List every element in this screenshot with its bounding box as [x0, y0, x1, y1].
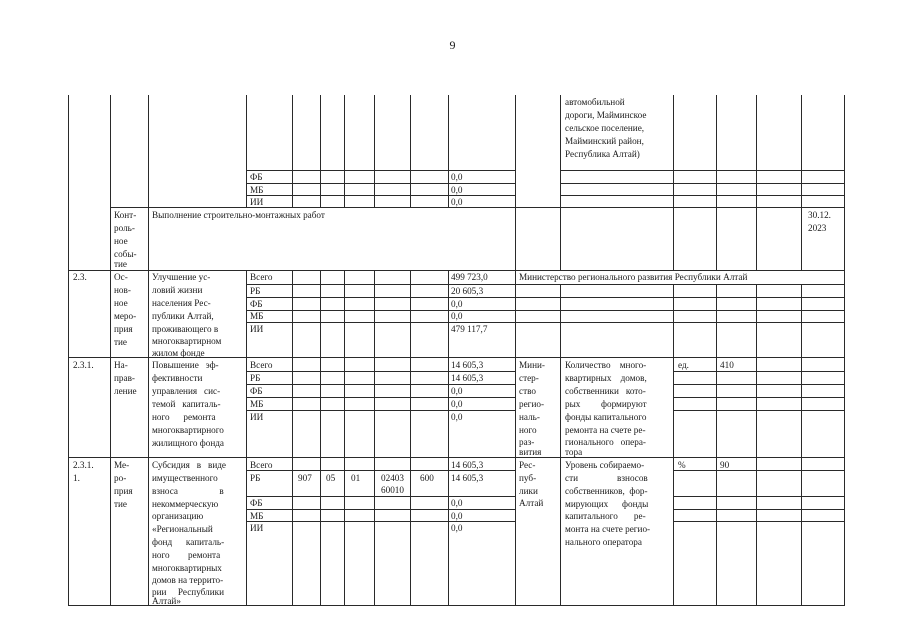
col-line	[292, 270, 293, 606]
row1-line	[246, 195, 515, 196]
event-type-line: ное	[114, 236, 128, 246]
col-line	[292, 95, 293, 207]
col-line	[716, 95, 717, 270]
col-line	[560, 284, 561, 606]
code-pr: 01	[351, 473, 361, 483]
row-name-line: проживающего в	[152, 324, 219, 334]
row-name-line: ного ремонта	[152, 550, 221, 560]
funding-source: МБ	[250, 185, 264, 195]
row-name-line: населения Рес-	[152, 298, 211, 308]
funding-source: МБ	[250, 311, 264, 321]
col-line	[410, 270, 411, 606]
funding-amount: 14 605,3	[451, 460, 484, 470]
col-line	[246, 270, 247, 606]
row-name-line: Субсидия в виде	[152, 460, 226, 470]
col-line	[801, 284, 802, 606]
indicator-line: Республика Алтай)	[565, 149, 640, 159]
page-number: 9	[449, 38, 456, 52]
col-line	[515, 95, 516, 606]
col-line	[560, 95, 561, 270]
row-name-line: управления сис-	[152, 386, 221, 396]
responsible-line: ство	[519, 386, 536, 396]
row-name-line: домов на террито-	[152, 575, 224, 585]
funding-amount: 499 723,0	[451, 272, 488, 282]
funding-amount: 479 117,7	[451, 324, 488, 334]
indicator-unit: %	[678, 460, 686, 470]
responsible-line: пуб-	[519, 473, 537, 483]
indicator-line: квартирных домов,	[565, 373, 647, 383]
funding-amount: 0,0	[451, 185, 463, 195]
row2311-line	[673, 509, 845, 510]
col-line	[148, 95, 149, 606]
funding-source: ИИ	[250, 523, 264, 533]
col-line	[246, 95, 247, 207]
col-line	[673, 284, 674, 606]
indicator-line: Количество много-	[565, 360, 647, 370]
responsible-executor: Министерство регионального развития Республики Алтай	[519, 272, 748, 282]
indicator-line: рых формируют	[565, 399, 647, 409]
row-type-line: прия	[114, 486, 133, 496]
row-number-line: 2.3.1.	[73, 460, 94, 470]
indicator-line: капитального ре-	[565, 511, 646, 521]
row1-line	[246, 183, 515, 184]
col-border-left	[68, 95, 69, 606]
funding-source: РБ	[250, 286, 261, 296]
funding-source: РБ	[250, 373, 261, 383]
indicator-line: сельское поселение,	[565, 123, 645, 133]
row-number-line: 1.	[73, 473, 80, 483]
row-name-line: Улучшение ус-	[152, 272, 211, 282]
responsible-line: вития	[519, 447, 542, 457]
row-name-line: жилищного фонда	[152, 438, 224, 448]
funding-source: РБ	[250, 473, 261, 483]
row-type-line: ление	[114, 386, 137, 396]
funding-amount: 14 605,3	[451, 473, 484, 483]
funding-amount: 0,0	[451, 523, 463, 533]
indicator-value: 90	[720, 460, 730, 470]
row1-line	[560, 195, 845, 196]
funding-amount: 20 605,3	[451, 286, 484, 296]
row-type-line: прия	[114, 324, 133, 334]
event-name: Выполнение строительно-монтажных работ	[152, 210, 325, 220]
col-line	[448, 95, 449, 207]
row231-line	[246, 397, 515, 398]
row-name-line: рии Республики	[152, 587, 225, 597]
funding-amount: 0,0	[451, 197, 463, 207]
funding-source: ИИ	[250, 412, 264, 422]
col-line	[448, 270, 449, 606]
col-line	[410, 95, 411, 207]
code-rz: 05	[326, 473, 336, 483]
col-line	[344, 270, 345, 606]
row-name-line: имущественного	[152, 473, 218, 483]
funding-amount: 14 605,3	[451, 373, 484, 383]
row-name-line: фективности	[152, 373, 203, 383]
responsible-line: Алтай	[519, 498, 544, 508]
row231-line	[673, 384, 845, 385]
row-boundary	[68, 457, 845, 458]
row-number: 2.3.	[73, 272, 87, 282]
funding-source: ИИ	[250, 197, 264, 207]
row-type-line: Ос-	[114, 272, 128, 282]
responsible-line: ного	[519, 425, 537, 435]
row-name-line: многоквартирном	[152, 336, 222, 346]
funding-source: ФБ	[250, 172, 263, 182]
indicator-line: мирующих фонды	[565, 499, 649, 509]
row231-line	[673, 397, 845, 398]
row-number: 2.3.1.	[73, 360, 94, 370]
event-date-line: 30.12.	[808, 210, 831, 220]
indicator-line: сти взносов	[565, 473, 648, 483]
row-name-line: фонд капиталь-	[152, 537, 225, 547]
col-line	[756, 284, 757, 606]
row-name-line: публики Алтай,	[152, 311, 214, 321]
row-name-line: Повышение эф-	[152, 360, 219, 370]
row-name-line: некоммерческую	[152, 499, 219, 509]
row-name-line: темой капиталь-	[152, 399, 221, 409]
indicator-value: 410	[720, 360, 734, 370]
responsible-line: стер-	[519, 373, 539, 383]
event-type-line: тие	[114, 259, 128, 269]
indicator-unit: ед.	[678, 360, 689, 370]
row-type-line: ное	[114, 298, 128, 308]
indicator-line: автомобильной	[565, 97, 625, 107]
funding-source: МБ	[250, 399, 264, 409]
event-type-line: роль-	[114, 223, 135, 233]
indicator-line: Майминский район,	[565, 136, 644, 146]
col-line	[374, 270, 375, 606]
funding-amount: 0,0	[451, 299, 463, 309]
code-vr: 600	[420, 473, 434, 483]
col-line	[673, 95, 674, 270]
col-line	[756, 95, 757, 270]
funding-source: Всего	[250, 360, 273, 370]
funding-source: ФБ	[250, 498, 263, 508]
indicator-line: собственников, фор-	[565, 486, 648, 496]
row-name-line: Алтай»	[152, 596, 181, 606]
indicator-line: гионального опера-	[565, 437, 646, 447]
budget-table	[68, 95, 845, 606]
row-name-line: многоквартирных	[152, 563, 222, 573]
col-line	[320, 95, 321, 207]
indicator-line: ремонта на счете ре-	[565, 425, 646, 435]
funding-amount: 0,0	[451, 498, 463, 508]
responsible-line: лики	[519, 486, 538, 496]
table-border-bottom	[68, 605, 845, 606]
row-type-line: нов-	[114, 285, 131, 295]
row-name-line: ловий жизни	[152, 285, 203, 295]
col-line	[801, 95, 802, 270]
funding-source: МБ	[250, 511, 264, 521]
indicator-line: Уровень собираемо-	[565, 460, 645, 470]
row231-line	[673, 410, 845, 411]
col-line	[110, 95, 111, 606]
col-line	[716, 284, 717, 606]
row-name-line: взноса в	[152, 486, 224, 496]
funding-amount: 0,0	[451, 511, 463, 521]
row231-line	[673, 371, 845, 372]
funding-amount: 0,0	[451, 311, 463, 321]
responsible-line: Рес-	[519, 460, 536, 470]
row1-line	[246, 170, 515, 171]
row-name-line: организацию	[152, 511, 204, 521]
indicator-line: дороги, Майминское	[565, 110, 647, 120]
row2311-line	[673, 521, 845, 522]
responsible-line: регио-	[519, 399, 545, 409]
row-name-line: многоквартирного	[152, 425, 224, 435]
indicator-line: монта на счете регио-	[565, 524, 651, 534]
code-csr-line: 02403	[381, 473, 404, 483]
row-name-line: ного ремонта	[152, 412, 216, 422]
funding-amount: 0,0	[451, 399, 463, 409]
funding-amount: 0,0	[451, 386, 463, 396]
event-type-line: Конт-	[114, 210, 137, 220]
row1-line	[560, 170, 845, 171]
row2311-line	[673, 496, 845, 497]
col-line	[320, 270, 321, 606]
col-line	[344, 95, 345, 207]
row-type-line: Ме-	[114, 460, 130, 470]
code-csr-line: 60010	[381, 485, 404, 495]
responsible-line: раз-	[519, 437, 535, 447]
row2311-line	[673, 470, 845, 471]
row-type-line: тие	[114, 499, 128, 509]
funding-source: ФБ	[250, 386, 263, 396]
row2311-line	[246, 521, 515, 522]
indicator-line: собственники кото-	[565, 386, 646, 396]
row-type-line: тие	[114, 337, 128, 347]
funding-source: Всего	[250, 272, 273, 282]
row-boundary	[110, 207, 845, 208]
funding-source: ИИ	[250, 324, 264, 334]
indicator-line: тора	[565, 447, 583, 457]
row-type-line: прав-	[114, 373, 135, 383]
funding-amount: 14 605,3	[451, 360, 484, 370]
row-type-line: меро-	[114, 311, 137, 321]
funding-amount: 0,0	[451, 172, 463, 182]
funding-source: ФБ	[250, 299, 263, 309]
row-name-line: жилом фонде	[152, 348, 205, 358]
code-grbs: 907	[298, 473, 312, 483]
row2311-line	[246, 509, 515, 510]
row231-line	[246, 410, 515, 411]
funding-amount: 0,0	[451, 412, 463, 422]
responsible-line: Мини-	[519, 360, 545, 370]
event-type-line: собы-	[114, 249, 137, 259]
indicator-line: фонды капитального	[565, 412, 647, 422]
event-date-line: 2023	[808, 223, 827, 233]
row-name-line: «Региональный	[152, 524, 213, 534]
row-type-line: ро-	[114, 473, 127, 483]
indicator-line: нального оператора	[565, 537, 642, 547]
row1-line	[560, 183, 845, 184]
funding-source: Всего	[250, 460, 273, 470]
row-type-line: На-	[114, 360, 128, 370]
col-border-right	[844, 95, 845, 606]
responsible-line: наль-	[519, 412, 540, 422]
col-line	[374, 95, 375, 207]
